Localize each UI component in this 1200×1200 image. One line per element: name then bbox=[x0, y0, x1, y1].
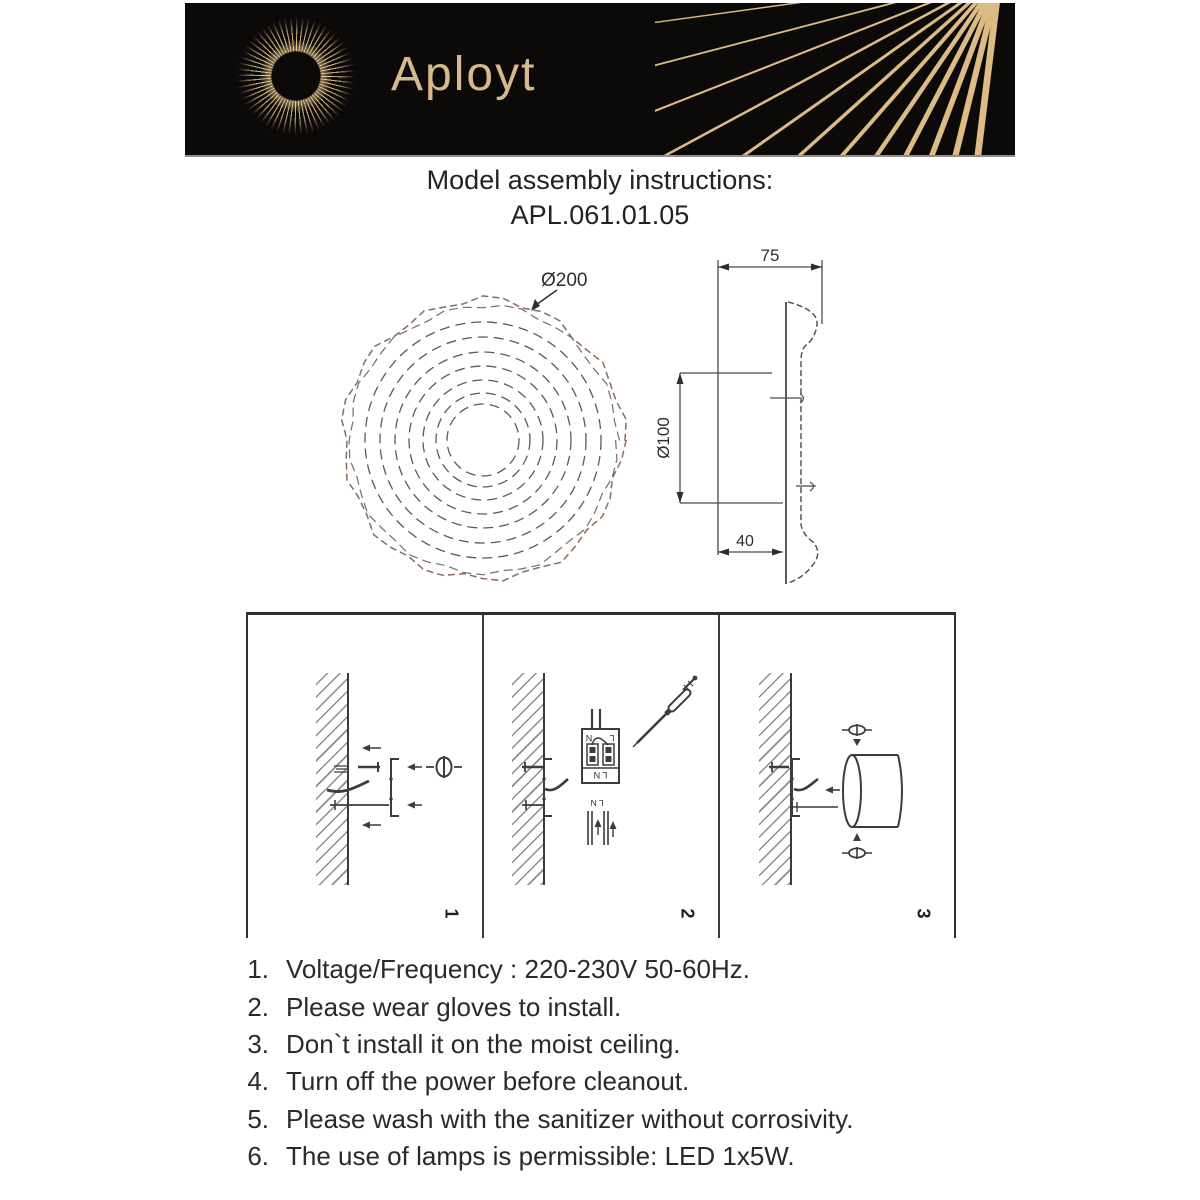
item-text: Don`t install it on the moist ceiling. bbox=[286, 1028, 681, 1059]
title-block bbox=[0, 163, 1200, 233]
item-number: 5. bbox=[247, 1103, 269, 1134]
profile-outline bbox=[788, 302, 818, 583]
step-number-1: 1 bbox=[441, 908, 462, 919]
side-view-drawing bbox=[650, 240, 900, 600]
lamp-body-icon bbox=[843, 755, 861, 827]
diameter-200-label: Ø200 bbox=[541, 270, 588, 291]
diameter-100-label: Ø100 bbox=[654, 417, 673, 459]
model-number: APL.061.01.05 bbox=[510, 200, 690, 230]
step3-drawing bbox=[720, 615, 956, 941]
instruction-item bbox=[233, 951, 993, 988]
page-title: Model assembly instructions: bbox=[426, 165, 774, 195]
item-text: The use of lamps is permissible: LED 1x5W. bbox=[286, 1141, 795, 1172]
item-text: Turn off the power before cleanout. bbox=[286, 1066, 690, 1097]
item-number: 6. bbox=[247, 1141, 269, 1172]
brand-name: Aployt bbox=[391, 48, 537, 101]
instruction-item bbox=[233, 1138, 993, 1175]
item-text: Voltage/Frequency : 220-230V 50-60Hz. bbox=[286, 954, 750, 985]
item-number: 1. bbox=[247, 954, 269, 985]
inner-rim-line bbox=[349, 305, 619, 574]
instruction-item bbox=[233, 1101, 993, 1138]
brand-banner bbox=[185, 3, 1015, 157]
step1-drawing bbox=[248, 615, 484, 941]
assembly-step-3 bbox=[718, 615, 954, 938]
item-text: Please wash with the sanitizer without corrosivity. bbox=[286, 1103, 854, 1134]
step-number-3: 3 bbox=[913, 908, 934, 919]
terminal-ln-label: L N bbox=[593, 770, 608, 780]
starburst-logo-icon bbox=[236, 16, 356, 136]
depth-40-label: 40 bbox=[736, 533, 754, 550]
assembly-step-2 bbox=[482, 615, 718, 938]
decorative-rays-icon bbox=[655, 3, 1015, 155]
instruction-item bbox=[233, 988, 993, 1025]
wires-ln-label: L N bbox=[590, 798, 604, 808]
item-number: 4. bbox=[247, 1066, 269, 1097]
leader-arrowhead-icon bbox=[531, 299, 540, 311]
item-text: Please wear gloves to install. bbox=[286, 991, 622, 1022]
top-view-drawing bbox=[335, 258, 635, 593]
step-number-2: 2 bbox=[677, 908, 698, 919]
instruction-item bbox=[233, 1063, 993, 1100]
dimension-arrowheads-icon bbox=[677, 264, 823, 556]
item-number: 2. bbox=[247, 991, 269, 1022]
terminal-l-label: L bbox=[609, 733, 615, 743]
assembly-step-1 bbox=[248, 615, 482, 938]
instruction-list bbox=[233, 951, 993, 1175]
diameter-leader-line bbox=[536, 290, 557, 305]
step2-drawing bbox=[484, 615, 720, 941]
instruction-item bbox=[233, 1026, 993, 1063]
item-number: 3. bbox=[247, 1028, 269, 1059]
outer-rim-line bbox=[342, 296, 627, 581]
width-75-label: 75 bbox=[760, 246, 780, 265]
assembly-steps bbox=[246, 612, 956, 938]
terminal-n-label: N bbox=[585, 733, 593, 743]
